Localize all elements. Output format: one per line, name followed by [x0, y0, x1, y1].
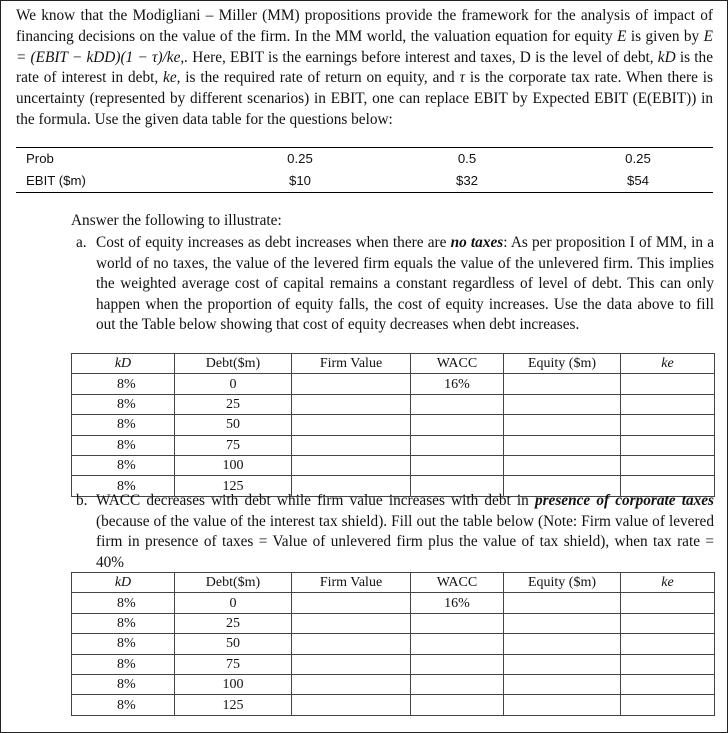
question-letter: a.: [76, 234, 87, 251]
equity-variable: E: [617, 27, 627, 45]
cell-ke: [621, 674, 715, 694]
cell-equity: [504, 613, 621, 633]
cell-kd: 8%: [72, 455, 175, 475]
cell: 0.25: [625, 151, 651, 166]
cell-ke: [621, 455, 715, 475]
header-ke: ke: [621, 573, 715, 593]
tau-symbol: τ: [459, 69, 466, 87]
cell: $54: [626, 173, 649, 188]
table-row: [72, 415, 715, 435]
cell-kd: 8%: [72, 476, 175, 496]
cell-wacc: [411, 394, 504, 414]
cell-debt: 125: [175, 695, 292, 715]
cell-equity: [504, 374, 621, 394]
row-label: Prob: [26, 151, 54, 166]
cell-equity: [504, 455, 621, 475]
cell-firm-value: [292, 654, 411, 674]
question-lead: Cost of equity increases as debt increases when there are: [96, 234, 451, 251]
cell-wacc: [411, 455, 504, 475]
cell-debt: 25: [175, 394, 292, 414]
cell-debt: 100: [175, 674, 292, 694]
question-letter: b.: [76, 492, 88, 509]
cell-debt: 75: [175, 654, 292, 674]
question-text: : As per proposition I of MM, in a world of no taxes, the value of the levered firm equals the value of the unlevered firm. This implies the weighted average cost of capital remains a constant regardless of level of debt. This can only happen when the proportion of equity falls, the cost of equity increases. Use the data above to fill out the Table below showing that cost of equity decreases when debt increases.: [96, 234, 714, 333]
cell-equity: [504, 674, 621, 694]
cell-kd: 8%: [72, 634, 175, 654]
table-row: [72, 593, 715, 613]
intro-text-2: is given by: [626, 27, 704, 45]
scenario-table: [16, 147, 713, 193]
cell-wacc: [411, 674, 504, 694]
cell-firm-value: [292, 415, 411, 435]
cell-kd: 8%: [72, 593, 175, 613]
intro-text-3: Here, EBIT is the earnings before interest and taxes, D is the level of debt,: [188, 48, 658, 66]
header-firm-value: Firm Value: [292, 573, 411, 593]
cell-firm-value: [292, 695, 411, 715]
cell: 0.5: [457, 151, 477, 166]
cell-ke: [621, 634, 715, 654]
cell-wacc: [411, 654, 504, 674]
cell-firm-value: [292, 374, 411, 394]
table-no-taxes: [71, 353, 715, 497]
cell-kd: 8%: [72, 695, 175, 715]
table-with-taxes: [71, 572, 715, 716]
header-wacc: WACC: [411, 573, 504, 593]
cell-kd: 8%: [72, 654, 175, 674]
header-debt: Debt($m): [175, 354, 292, 374]
cell-wacc: [411, 415, 504, 435]
cell-wacc: [411, 634, 504, 654]
cell-firm-value: [292, 394, 411, 414]
question-a: [76, 233, 714, 336]
table-row: [72, 455, 715, 475]
cell-firm-value: [292, 435, 411, 455]
prob-row: [16, 148, 713, 170]
cell-debt: 50: [175, 415, 292, 435]
header-kd: kD: [72, 573, 175, 593]
cell-ke: [621, 394, 715, 414]
question-b: [76, 491, 714, 573]
table-row: [72, 394, 715, 414]
cell-kd: 8%: [72, 415, 175, 435]
header-equity: Equity ($m): [504, 573, 621, 593]
header-equity: Equity ($m): [504, 354, 621, 374]
question-emphasis: presence of corporate taxes: [534, 492, 714, 509]
cell-debt: 125: [175, 476, 292, 496]
cell-firm-value: [292, 634, 411, 654]
table-header-row: [72, 354, 715, 374]
cell-firm-value: [292, 593, 411, 613]
cell-wacc: [411, 613, 504, 633]
cell-debt: 0: [175, 593, 292, 613]
question-lead: WACC decreases with debt while firm value increases with debt in: [96, 492, 535, 509]
cell-kd: 8%: [72, 374, 175, 394]
header-kd: kD: [72, 354, 175, 374]
cell-equity: [504, 394, 621, 414]
header-firm-value: Firm Value: [292, 354, 411, 374]
table-row: [72, 374, 715, 394]
cell-firm-value: [292, 455, 411, 475]
cell-ke: [621, 654, 715, 674]
table-row: [72, 654, 715, 674]
cell-equity: [504, 654, 621, 674]
cell-kd: 8%: [72, 613, 175, 633]
cell-debt: 50: [175, 634, 292, 654]
question-emphasis: no taxes: [450, 234, 504, 251]
table-row: [72, 634, 715, 654]
table-row: [72, 695, 715, 715]
header-ke: ke: [621, 354, 715, 374]
cell-firm-value: [292, 613, 411, 633]
cell-debt: 100: [175, 455, 292, 475]
cell-debt: 75: [175, 435, 292, 455]
cell-kd: 8%: [72, 674, 175, 694]
cell-equity: [504, 415, 621, 435]
question-text: (because of the value of the interest tax shield). Fill out the table below (Note: Firm value of levered firm in presence of taxes = Value of unlevered firm plus the value of tax shield), when tax rate = 40%: [96, 512, 714, 571]
intro-text-5: is the required rate of return on equity, and: [180, 69, 460, 87]
cell-ke: [621, 695, 715, 715]
ke-symbol: ke,: [163, 69, 181, 87]
cell-ke: [621, 374, 715, 394]
intro-text-1: We know that the Modigliani – Miller (MM) propositions provide the framework for the analysis of impact of financing decisions on the value of the firm. In the MM world, the valuation equation for equity: [16, 7, 713, 45]
cell-wacc: 16%: [411, 593, 504, 613]
cell-debt: 25: [175, 613, 292, 633]
intro-text-6: is the corporate tax rate. When there is uncertainty (represented by different scenarios) in EBIT, one can replace EBIT by Expected EBIT (E(EBIT)) in the formula. Use the given data table for the questions below:: [16, 69, 714, 128]
intro-text-4: is the rate of interest in debt,: [16, 48, 713, 87]
cell-ke: [621, 613, 715, 633]
table-row: [72, 613, 715, 633]
valuation-equation: E = (EBIT − kDD)(1 − τ)/ke,.: [16, 27, 713, 66]
cell: 0.25: [287, 151, 313, 166]
cell-wacc: 16%: [411, 374, 504, 394]
cell-equity: [504, 435, 621, 455]
cell-ke: [621, 593, 715, 613]
kd-symbol: kD: [657, 48, 676, 66]
cell-equity: [504, 634, 621, 654]
cell-kd: 8%: [72, 435, 175, 455]
header-wacc: WACC: [411, 354, 504, 374]
ebit-row: [16, 170, 713, 192]
cell: $32: [455, 173, 478, 188]
cell-equity: [504, 593, 621, 613]
cell-ke: [621, 415, 715, 435]
cell-kd: 8%: [72, 394, 175, 414]
answer-intro: Answer the following to illustrate:: [71, 212, 282, 229]
cell-firm-value: [292, 674, 411, 694]
table-row: [72, 435, 715, 455]
cell-wacc: [411, 435, 504, 455]
header-debt: Debt($m): [175, 573, 292, 593]
table-header-row: [72, 573, 715, 593]
cell-wacc: [411, 695, 504, 715]
cell-equity: [504, 695, 621, 715]
cell-ke: [621, 435, 715, 455]
cell: $10: [288, 173, 311, 188]
cell-debt: 0: [175, 374, 292, 394]
row-label: EBIT ($m): [26, 173, 86, 188]
intro-paragraph: [16, 6, 713, 131]
table-row: [72, 674, 715, 694]
